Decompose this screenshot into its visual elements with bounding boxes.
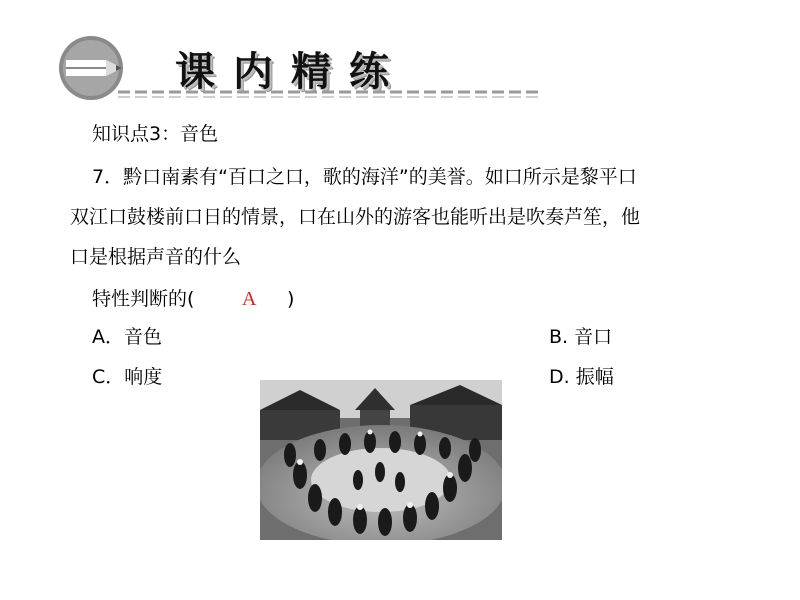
page-title: 课内精练 (175, 49, 407, 95)
option-a: A．音色 (92, 326, 162, 348)
option-d: D. 振幅 (549, 366, 614, 388)
header-divider (118, 88, 538, 100)
question-stem-end: ) (287, 288, 295, 310)
option-c: C．响度 (92, 366, 163, 388)
section-header (0, 0, 800, 110)
option-b: B. 音口 (549, 326, 613, 348)
photo-icon (260, 380, 502, 540)
knowledge-point: 知识点3：音色 (92, 123, 219, 145)
question-stem-start: 特性判断的( (92, 288, 195, 310)
question-line-1: 7．黔口南素有“百口之口，歌的海洋”的美誉。如口所示是黎平口 (92, 166, 637, 188)
question-line-2: 双江口鼓楼前口日的情景，口在山外的游客也能听出是吹奏芦笙，他 (70, 206, 641, 228)
answer-text: A (242, 288, 257, 310)
question-line-3: 口是根据声音的什么 (70, 246, 242, 268)
